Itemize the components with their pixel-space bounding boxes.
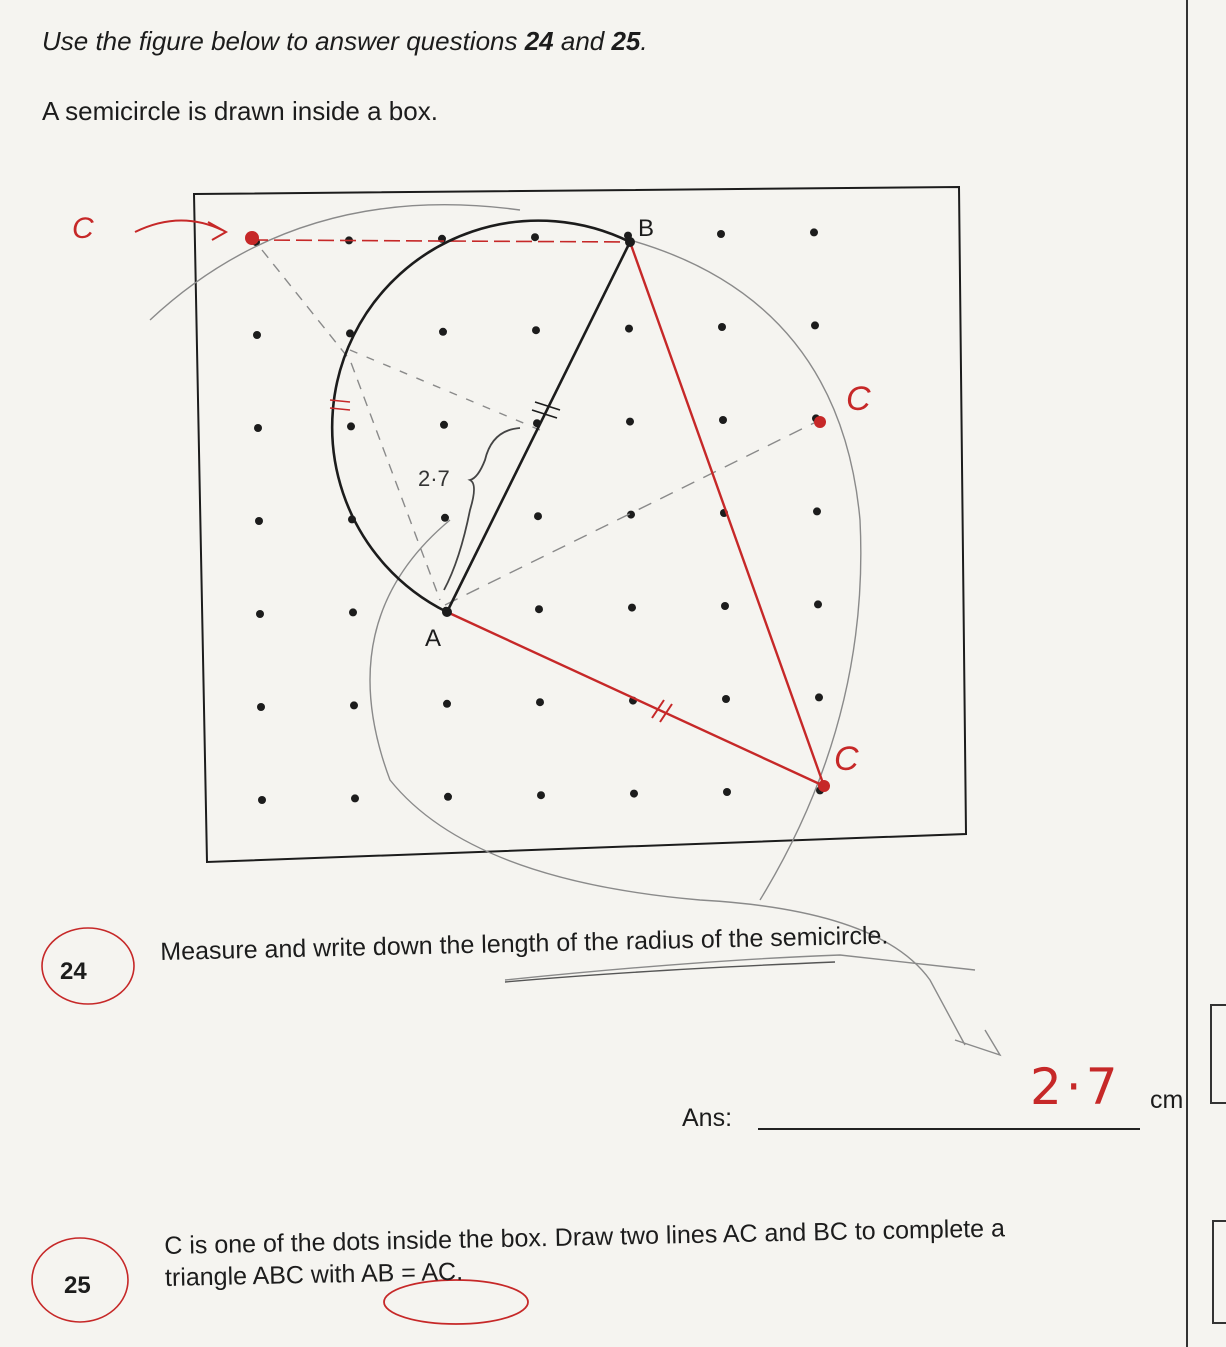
line-ac	[447, 612, 824, 786]
diameter-ab	[447, 242, 630, 612]
tick-mark-ac	[652, 700, 664, 718]
answer-line[interactable]	[758, 1128, 1140, 1130]
marked-dot-mid-right	[814, 416, 826, 428]
grid-dot	[717, 230, 725, 238]
grid-dot	[531, 233, 539, 241]
grid-dot	[257, 703, 265, 711]
point-b	[625, 237, 635, 247]
radius-note: 2·7	[418, 466, 450, 491]
grid-dot	[440, 421, 448, 429]
grid-dot	[535, 605, 543, 613]
grid-dot	[254, 424, 262, 432]
circle-mark-24	[42, 928, 134, 1004]
grid-dot	[347, 422, 355, 430]
grid-dot	[814, 600, 822, 608]
grid-dot	[258, 796, 266, 804]
question-24-text: Measure and write down the length of the radius of the semicircle.	[160, 921, 889, 966]
grid-dot	[815, 693, 823, 701]
dot-grid	[252, 228, 824, 804]
grid-dot	[441, 514, 449, 522]
grid-dot	[256, 610, 264, 618]
label-b: B	[638, 215, 655, 242]
grid-dot	[444, 793, 452, 801]
grid-dot	[350, 701, 358, 709]
radius-brace	[444, 428, 520, 590]
grid-dot	[722, 695, 730, 703]
grid-dot	[536, 698, 544, 706]
grid-dot	[255, 517, 263, 525]
annotation-c-bottom: C	[834, 740, 859, 778]
instruction-line: Use the figure below to answer questions 24 and 25.	[42, 26, 648, 56]
answer-label: Ans:	[682, 1104, 733, 1132]
grid-dot	[810, 228, 818, 236]
label-a: A	[425, 625, 442, 652]
grid-dot	[625, 325, 633, 333]
grid-dot	[628, 604, 636, 612]
tick-mark-ac	[660, 704, 672, 722]
point-a	[442, 607, 452, 617]
line-bc	[630, 242, 824, 786]
figure-description: A semicircle is drawn inside a box.	[42, 96, 438, 126]
grid-dot	[719, 416, 727, 424]
annotation-c-top: C	[72, 212, 94, 245]
question-number-24: 24	[60, 958, 87, 985]
red-dashed-line	[252, 240, 630, 242]
grid-dot	[253, 331, 261, 339]
annotation-c-mid: C	[846, 380, 871, 418]
grid-dot	[723, 788, 731, 796]
grid-dot	[813, 507, 821, 515]
question-25-line-1: C is one of the dots inside the box. Draw two lines AC and BC to complete a	[164, 1214, 1006, 1260]
grid-dot	[349, 608, 357, 616]
question-ref-24: 24	[524, 26, 554, 56]
grid-dot	[811, 321, 819, 329]
grid-dot	[630, 790, 638, 798]
grid-dot	[443, 700, 451, 708]
grid-dot	[721, 602, 729, 610]
grid-dot	[626, 418, 634, 426]
red-arrow	[135, 220, 226, 240]
answer-value: 2·7	[1030, 1058, 1122, 1116]
question-number-25: 25	[64, 1272, 91, 1299]
question-ref-25: 25	[611, 26, 641, 56]
grid-dot	[718, 323, 726, 331]
grid-dot	[351, 794, 359, 802]
semicircle	[332, 221, 630, 612]
grid-dot	[537, 791, 545, 799]
grid-dot	[534, 512, 542, 520]
marked-dot-top-left	[245, 231, 259, 245]
grid-dot	[532, 326, 540, 334]
answer-unit: cm	[1150, 1086, 1184, 1114]
question-25-line-2: triangle ABC with AB = AC.	[164, 1257, 464, 1292]
grid-dot	[439, 328, 447, 336]
